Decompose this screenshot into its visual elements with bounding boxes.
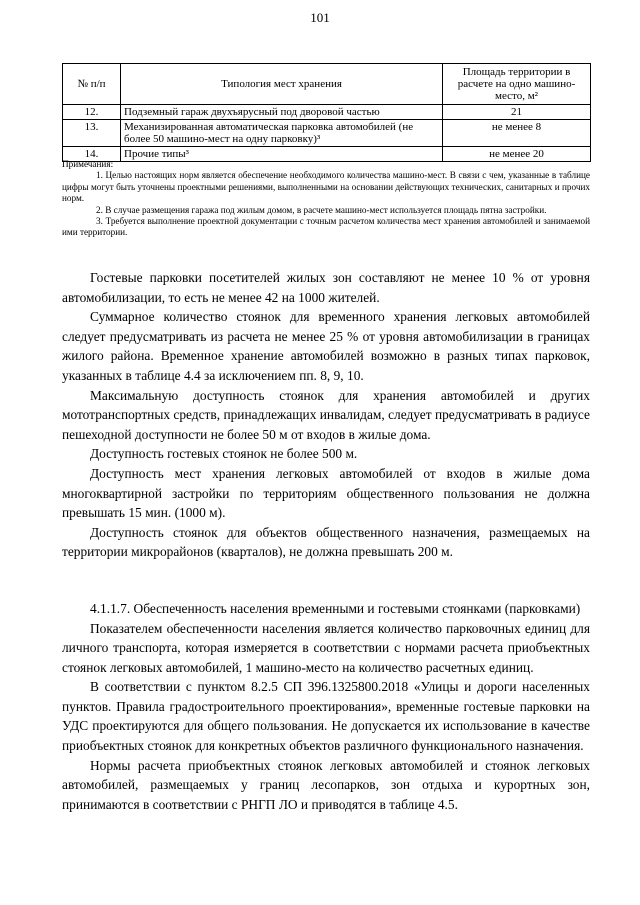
row-num: 14.	[63, 147, 121, 162]
note-item: 3. Требуется выполнение проектной документации с точным расчетом количества мест хранения автомобилей и занимаемой ими территории.	[62, 216, 590, 238]
row-type: Прочие типы³	[121, 147, 443, 162]
note-item: 2. В случае размещения гаража под жилым домом, в расчете машино-мест используется площадь пятна застройки.	[96, 204, 547, 215]
header-type: Типология мест хранения	[121, 64, 443, 105]
table-header-row	[63, 64, 591, 105]
paragraph: Суммарное количество стоянок для временного хранения легковых автомобилей следует предусматривать из расчета не менее 25 % от уровня автомобилизации в границах жилого района. Временное хранение автомобилей возможно в разных типах парковок, указанных в таблице 4.4 за исключением пп. 8, 9, 10.	[62, 309, 590, 383]
row-num: 13.	[63, 120, 121, 147]
paragraph: Гостевые парковки посетителей жилых зон составляют не менее 10 % от уровня автомобилизации, то есть не менее 42 на 1000 жителей.	[62, 270, 590, 305]
row-num: 12.	[63, 105, 121, 120]
row-area: 21	[443, 105, 591, 120]
body-text	[62, 268, 590, 814]
paragraph: Максимальную доступность стоянок для хранения автомобилей и других мототранспортных средств, принадлежащих инвалидам, следует предусматривать в радиусе пешеходной доступности не более 50 м от входов в жилые дома.	[62, 387, 590, 442]
table-row	[63, 105, 591, 120]
note-item: 1. Целью настоящих норм является обеспечение необходимого количества машино-мест. В связи с чем, указанные в таблице цифры могут быть уточнены проектными решениями, выполненными на основании действующих технических, санитарных и прочих норм.	[62, 170, 590, 204]
paragraph: В соответствии с пунктом 8.2.5 СП 396.1325800.2018 «Улицы и дороги населенных пунктов. Правила градостроительного проектирования», временные гостевые парковки на УДС проектируются для общего пользования. Не допускается их использование в качестве приобъектных стоянок для конкретных объектов различного функционального назначения.	[62, 679, 590, 754]
notes-title: Примечания:	[62, 159, 114, 169]
paragraph: Показателем обеспеченности населения является количество парковочных единиц для личного транспорта, которая измеряется в соответствии с нормами расчета приобъектных стоянок легковых автомобилей, 1 машино-место на количество расчетных единиц.	[62, 620, 590, 675]
row-area: не менее 8	[443, 120, 591, 147]
paragraph: Нормы расчета приобъектных стоянок легковых автомобилей и стоянок легковых автомобилей, размещаемых у границ лесопарков, зон отдыха и курортных зон, принимаются в соответствии с РНГП ЛО и приводятся в таблице 4.5.	[62, 757, 590, 812]
row-area: не менее 20	[443, 147, 591, 162]
row-type: Механизированная автоматическая парковка автомобилей (не более 50 машино-мест на одну парковку)³	[121, 120, 443, 147]
parking-norms-table	[62, 63, 591, 162]
table-notes	[62, 159, 590, 239]
section-heading: 4.1.1.7. Обеспеченность населения временными и гостевыми стоянками (парковками)	[90, 600, 581, 616]
paragraph: Доступность гостевых стоянок не более 500 м.	[90, 446, 358, 462]
table-row	[63, 120, 591, 147]
paragraph: Доступность мест хранения легковых автомобилей от входов в жилые дома многоквартирной застройки по территориям общественного пользования не должна превышать 15 мин. (1000 м).	[62, 465, 590, 521]
row-type: Подземный гараж двухъярусный под дворовой частью	[121, 105, 443, 120]
paragraph: Доступность стоянок для объектов общественного назначения, размещаемых на территории микрорайонов (кварталов), не должна превышать 200 м.	[62, 524, 590, 560]
page-number: 101	[310, 10, 330, 25]
header-num: № п/п	[63, 64, 121, 105]
header-area: Площадь территории в расчете на одно машино-место, м²	[443, 64, 591, 105]
